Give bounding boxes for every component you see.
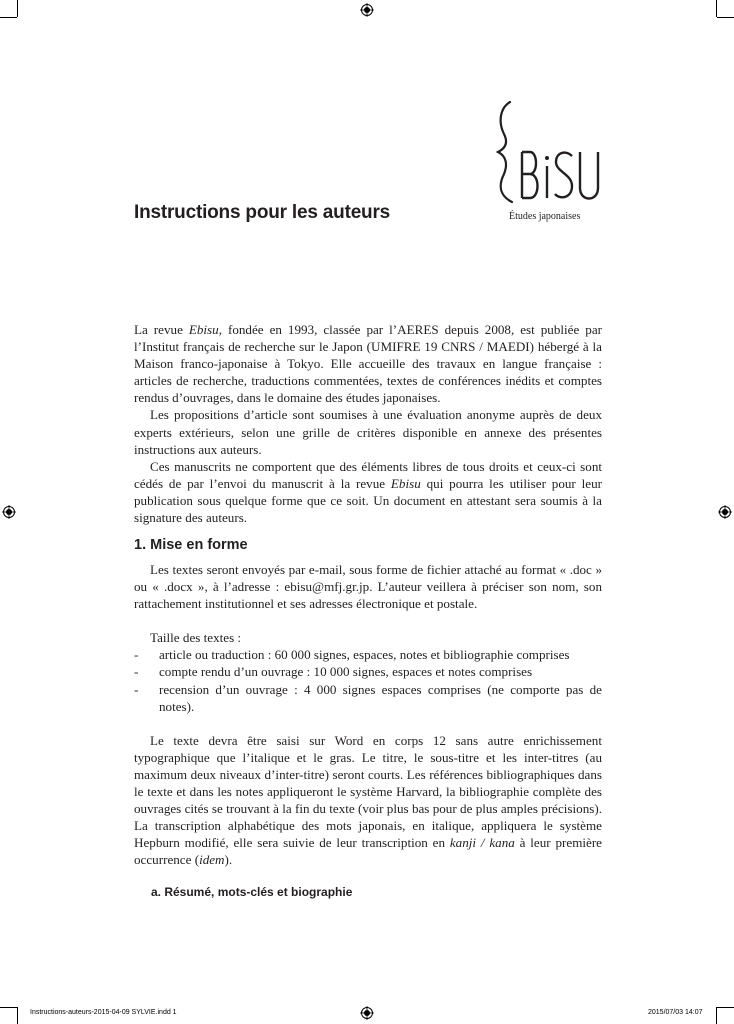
registration-mark-icon [2, 505, 16, 519]
crop-mark [716, 1007, 717, 1024]
section-heading: 1. Mise en forme [134, 537, 248, 553]
crop-mark [716, 0, 717, 17]
registration-mark-icon [360, 1006, 374, 1020]
ebisu-logo [492, 100, 604, 204]
crop-mark [17, 0, 18, 17]
crop-mark [717, 1007, 734, 1008]
sizes-list [134, 646, 602, 714]
crop-mark [17, 1007, 18, 1024]
section1-paragraph-1: Les textes seront envoyés par e-mail, sous forme de fichier attaché au format « .doc » ou « .docx », à l’adresse : ebisu@mfj.gr.jp. L’auteur veillera à préciser son nom, son rattachement institutionnel et ses adresses électronique et postale. [134, 562, 602, 612]
intro-paragraph-1: La revue Ebisu, fondée en 1993, classée par l’AERES depuis 2008, est publiée par l’Institut français de recherche sur le Japon (UMIFRE 19 CNRS / MAEDI) hébergé à la Maison franco-japonaise à Tokyo. Elle accueille des travaux en langue française : articles de recherche, traductions commentées, textes de conférences inédits et comptes rendus d’ouvrages, dans le domaine des études japonaises. [134, 322, 603, 406]
crop-mark [0, 17, 17, 18]
list-item-text: article ou traduction : 60 000 signes, espaces, notes et bibliographie comprises [159, 647, 570, 663]
list-item: - compte rendu d’un ouvrage : 10 000 signes, espaces et notes comprises [134, 663, 602, 680]
list-item: - recension d’un ouvrage : 4 000 signes espaces comprises (ne comporte pas de notes). [134, 681, 602, 714]
slug-date: 2015/07/03 14:07 [648, 1009, 703, 1016]
registration-mark-icon [360, 3, 374, 17]
subsection-heading: a. Résumé, mots-clés et biographie [151, 885, 353, 899]
intro-paragraph-2: Les propositions d’article sont soumises à une évaluation anonyme auprès de deux experts extérieurs, selon une grille de critères disponible en annexe des présentes instructions aux auteurs. [134, 407, 602, 457]
intro-paragraph-3: Ces manuscrits ne comportent que des éléments libres de tous droits et ceux-ci sont cédés de par l’envoi du manuscrit à la revue Ebisu qui pourra les utiliser pour leur publication sous quelque forme que ce soit. Un document en attestant sera soumis à la signature des auteurs. [134, 458, 602, 526]
crop-mark [717, 17, 734, 18]
intro-block [134, 321, 602, 526]
logo-subtitle: Études japonaises [509, 211, 581, 222]
list-item: - article ou traduction : 60 000 signes, espaces, notes et bibliographie comprises [134, 646, 602, 663]
section1-block [134, 561, 602, 869]
page-title: Instructions pour les auteurs [134, 202, 391, 223]
registration-mark-icon [718, 505, 732, 519]
list-item-text: compte rendu d’un ouvrage : 10 000 signes, espaces et notes comprises [159, 664, 533, 680]
slug-filename: Instructions-auteurs-2015-04-09 SYLVIE.indd 1 [30, 1009, 177, 1016]
sizes-label: Taille des textes : [150, 630, 242, 646]
section1-paragraph-2: Le texte devra être saisi sur Word en corps 12 sans autre enrichissement typographique que l’italique et le gras. Le titre, le sous-titre et les inter-titres (au maximum deux niveaux d’inter-titre) seront courts. Les références bibliographiques dans le texte et dans les notes appliqueront le système Harvard, la bibliographie complète des ouvrages cités se trouvant à la fin du texte (voir plus bas pour de plus amples précisions). La transcription alphabétique des mots japonais, en italique, appliquera le système Hepburn modifié, elle sera suivie de leur transcription en kanji / kana à leur première occurrence (idem). [134, 732, 602, 868]
list-item-text: recension d’un ouvrage : 4 000 signes espaces comprises (ne comporte pas de notes). [159, 681, 602, 714]
crop-mark [0, 1007, 17, 1008]
